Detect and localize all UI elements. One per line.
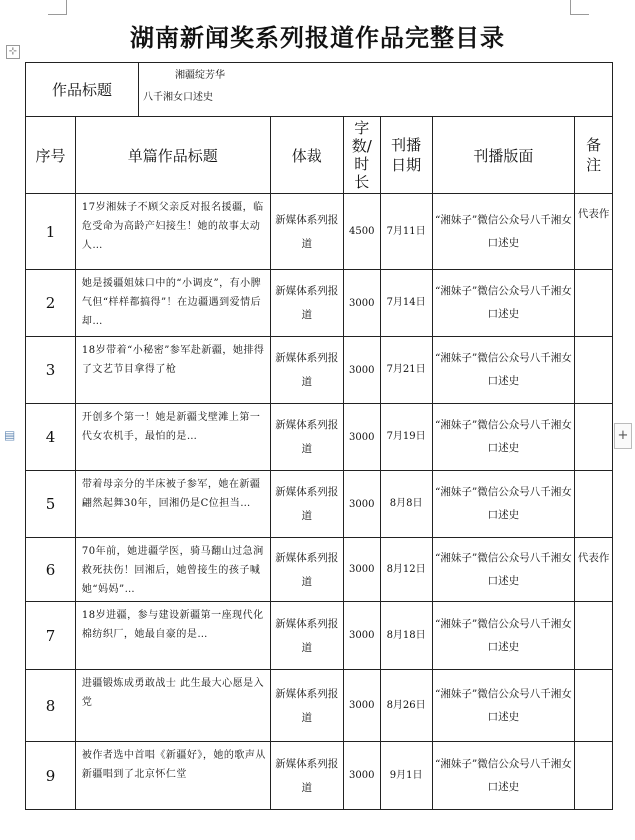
table-row (26, 670, 613, 742)
row-note (575, 602, 613, 670)
table-row (26, 404, 613, 471)
row-title (75, 337, 270, 404)
row-note (575, 270, 613, 337)
row-page: “湘妹子”微信公众号八千湘女口述史 (432, 337, 575, 404)
row-title-text: 被作者选中首唱《新疆好》，她的歌声从新疆唱到了北京怀仁堂 (81, 750, 266, 780)
row-page: “湘妹子”微信公众号八千湘女口述史 (432, 602, 575, 670)
add-column-button[interactable]: + (614, 423, 632, 449)
row-seq: 8 (26, 670, 76, 742)
row-title (75, 471, 270, 538)
row-note: 代表作 (575, 538, 613, 602)
row-genre: 新媒体系列报道 (270, 337, 343, 404)
row-genre: 新媒体系列报道 (270, 404, 343, 471)
row-title-text: 她是援疆姐妹口中的“小调皮”，有小脾气但“样样都搞得”！在边疆遇到爱情后却… (81, 278, 262, 327)
row-page: “湘妹子”微信公众号八千湘女口述史 (432, 404, 575, 471)
header-genre: 体裁 (270, 117, 343, 194)
row-page: “湘妹子”微信公众号八千湘女口述史 (432, 742, 575, 810)
table-row (26, 538, 613, 602)
row-words: 4500 (343, 194, 380, 270)
header-item-title: 单篇作品标题 (75, 117, 270, 194)
work-title-line2: 八千湘女口述史 (143, 91, 213, 103)
row-date: 8月18日 (380, 602, 432, 670)
margin-corner-right (570, 0, 589, 15)
catalog-table (25, 116, 613, 810)
table-row (26, 742, 613, 810)
row-note (575, 337, 613, 404)
row-title (75, 670, 270, 742)
row-genre: 新媒体系列报道 (270, 270, 343, 337)
row-title-text: 进疆锻炼成勇敢战士 此生最大心愿是入党 (81, 678, 265, 708)
row-date: 7月19日 (380, 404, 432, 471)
row-genre: 新媒体系列报道 (270, 194, 343, 270)
row-words: 3000 (343, 602, 380, 670)
page-title: 湖南新闻奖系列报道作品完整目录 (130, 24, 505, 52)
row-title-text: 带着母亲分的半床被子参军，她在新疆翩然起舞30年，回湘仍是C位担当… (81, 479, 261, 509)
row-page: “湘妹子”微信公众号八千湘女口述史 (432, 471, 575, 538)
row-title (75, 602, 270, 670)
row-date: 7月11日 (380, 194, 432, 270)
row-genre: 新媒体系列报道 (270, 670, 343, 742)
work-title-label: 作品标题 (26, 63, 139, 117)
row-seq: 3 (26, 337, 76, 404)
row-words: 3000 (343, 270, 380, 337)
row-note (575, 471, 613, 538)
header-words: 字数/时长 (343, 117, 380, 194)
header-row (26, 117, 613, 194)
header-note: 备注 (575, 117, 613, 194)
row-title (75, 404, 270, 471)
row-seq: 9 (26, 742, 76, 810)
row-genre: 新媒体系列报道 (270, 742, 343, 810)
row-title-text: 70年前，她进疆学医，骑马翻山过急涧救死扶伤！回湘后，她曾接生的孩子喊她“妈妈”… (81, 546, 264, 595)
row-date: 9月1日 (380, 742, 432, 810)
table-move-handle-icon[interactable]: ⊹ (6, 45, 20, 59)
row-page: “湘妹子”微信公众号八千湘女口述史 (432, 670, 575, 742)
table-row (26, 602, 613, 670)
work-title-table (25, 62, 613, 117)
header-seq: 序号 (26, 117, 76, 194)
row-title-text: 18岁进疆，参与建设新疆第一座现代化棉纺织厂，她最自豪的是… (81, 610, 264, 640)
row-page: “湘妹子”微信公众号八千湘女口述史 (432, 194, 575, 270)
row-title-text: 17岁湘妹子不顾父亲反对报名援疆，临危受命为高龄产妇接生！她的故事太动人… (81, 202, 264, 251)
row-seq: 5 (26, 471, 76, 538)
row-title (75, 538, 270, 602)
row-seq: 1 (26, 194, 76, 270)
table-row (26, 194, 613, 270)
row-genre: 新媒体系列报道 (270, 471, 343, 538)
row-words: 3000 (343, 670, 380, 742)
row-note (575, 742, 613, 810)
row-title (75, 270, 270, 337)
row-title (75, 194, 270, 270)
header-date: 刊播日期 (380, 117, 432, 194)
row-genre: 新媒体系列报道 (270, 602, 343, 670)
margin-corner-left (48, 0, 67, 15)
row-date: 8月12日 (380, 538, 432, 602)
row-seq: 2 (26, 270, 76, 337)
row-title-text: 开创多个第一！她是新疆戈壁滩上第一代女农机手，最怕的是… (81, 412, 261, 442)
header-page: 刊播版面 (432, 117, 575, 194)
row-date: 7月14日 (380, 270, 432, 337)
row-title (75, 742, 270, 810)
row-words: 3000 (343, 337, 380, 404)
row-page: “湘妹子”微信公众号八千湘女口述史 (432, 270, 575, 337)
row-date: 8月8日 (380, 471, 432, 538)
table-row (26, 471, 613, 538)
row-words: 3000 (343, 404, 380, 471)
row-page: “湘妹子”微信公众号八千湘女口述史 (432, 538, 575, 602)
row-seq: 6 (26, 538, 76, 602)
row-title-text: 18岁带着“小秘密”参军赴新疆，她排得了文艺节目拿得了枪 (81, 345, 265, 375)
row-genre: 新媒体系列报道 (270, 538, 343, 602)
row-date: 7月21日 (380, 337, 432, 404)
row-note (575, 670, 613, 742)
row-seq: 7 (26, 602, 76, 670)
work-title-value (139, 63, 613, 117)
row-note (575, 404, 613, 471)
row-date: 8月26日 (380, 670, 432, 742)
row-words: 3000 (343, 471, 380, 538)
row-words: 3000 (343, 742, 380, 810)
row-seq: 4 (26, 404, 76, 471)
row-words: 3000 (343, 538, 380, 602)
document-marker-icon[interactable]: ▤ (4, 428, 16, 442)
work-title-line1: 湘疆绽芳华 (175, 69, 225, 81)
row-note: 代表作 (575, 194, 613, 270)
table-row (26, 270, 613, 337)
table-row (26, 337, 613, 404)
